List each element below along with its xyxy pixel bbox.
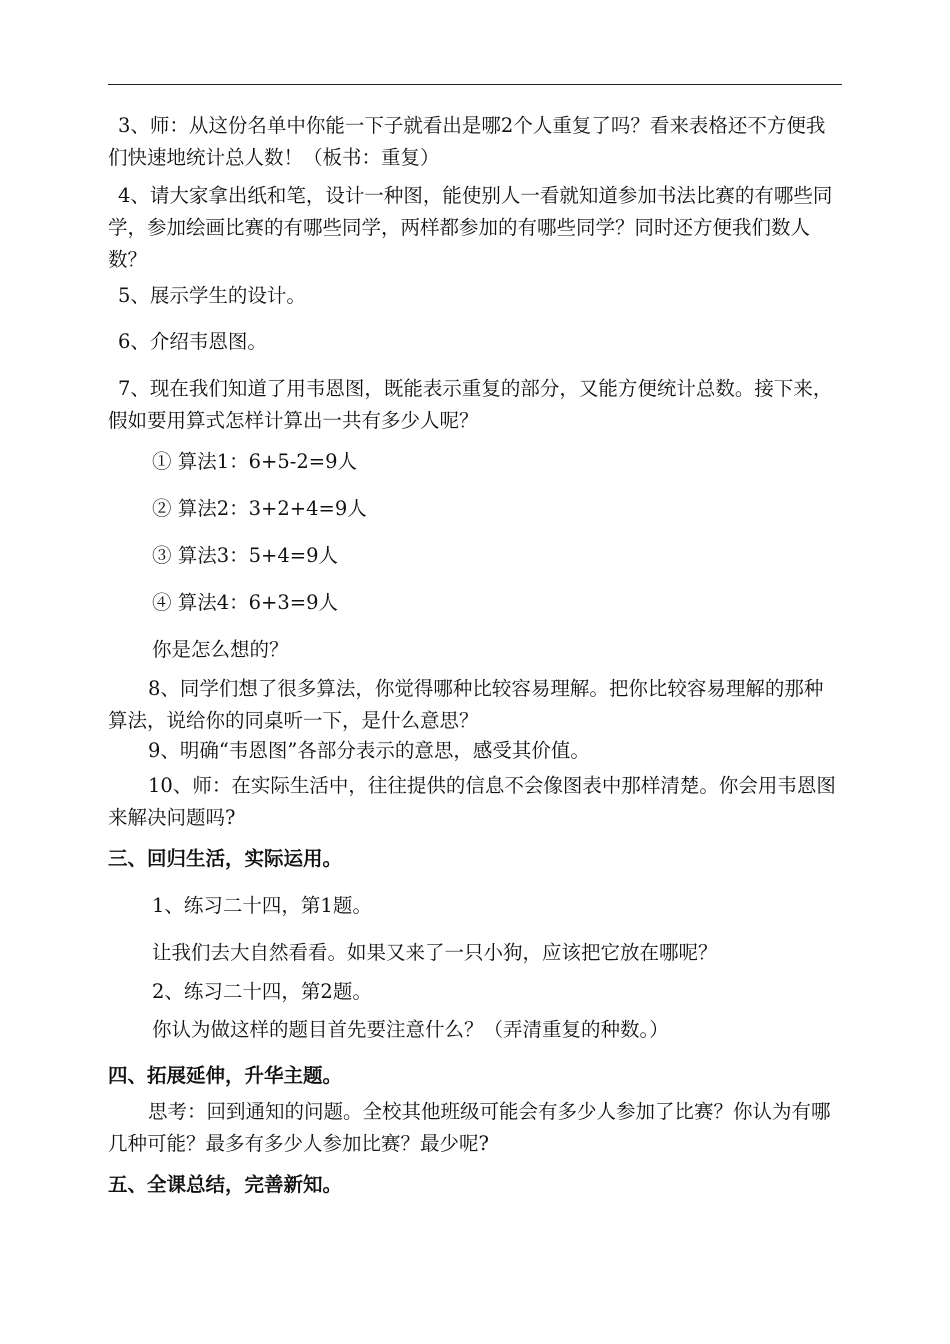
paragraph-8: 8、同学们想了很多算法，你觉得哪种比较容易理解。把你比较容易理解的那种算法，说给你的同桌听一下，是什么意思？: [108, 677, 824, 732]
paragraph-10: 10、师：在实际生活中，往往提供的信息不会像图表中那样清楚。你会用韦恩图来解决问题吗?: [108, 774, 836, 829]
method-3: ③ 算法3：5+4=9人: [152, 544, 339, 567]
paragraph-9: 9、明确“韦恩图”各部分表示的意思，感受其价值。: [148, 739, 590, 762]
paragraph-7: 7、现在我们知道了用韦恩图，既能表示重复的部分，又能方便统计总数。接下来，假如要用算式怎样计算出一共有多少人呢？: [108, 377, 833, 432]
paragraph-6: 6、介绍韦恩图。: [118, 330, 267, 353]
paragraph-5: 5、展示学生的设计。: [118, 284, 306, 307]
exercise-1-question: 让我们去大自然看看。如果又来了一只小狗，应该把它放在哪呢？: [152, 941, 718, 964]
exercise-1: 1、练习二十四，第1题。: [152, 894, 372, 917]
paragraph-3: 3、师：从这份名单中你能一下子就看出是哪2个人重复了吗？看来表格还不方便我们快速地统计总人数！（板书：重复）: [108, 114, 826, 169]
method-2: ② 算法2：3+2+4=9人: [152, 497, 367, 520]
method-4: ④ 算法4：6+3=9人: [152, 591, 339, 614]
method-1: ① 算法1：6+5-2=9人: [152, 450, 357, 473]
section-4-heading: 四、拓展延伸，升华主题。: [108, 1064, 343, 1087]
exercise-2: 2、练习二十四，第2题。: [152, 980, 372, 1003]
section-3-heading: 三、回归生活，实际运用。: [108, 847, 343, 870]
header-rule: [108, 84, 842, 85]
section-5-heading: 五、全课总结，完善新知。: [108, 1173, 343, 1196]
think-paragraph: 思考：回到通知的问题。全校其他班级可能会有多少人参加了比赛？你认为有哪几种可能？最多有多少人参加比赛？最少呢?: [108, 1100, 831, 1155]
paragraph-4: 4、请大家拿出纸和笔，设计一种图，能使别人一看就知道参加书法比赛的有哪些同学，参加绘画比赛的有哪些同学，两样都参加的有哪些同学？同时还方便我们数人数？: [108, 184, 833, 271]
exercise-2-question: 你认为做这样的题目首先要注意什么？（弄清重复的种数。）: [152, 1018, 669, 1041]
question-how: 你是怎么想的？: [152, 638, 289, 661]
